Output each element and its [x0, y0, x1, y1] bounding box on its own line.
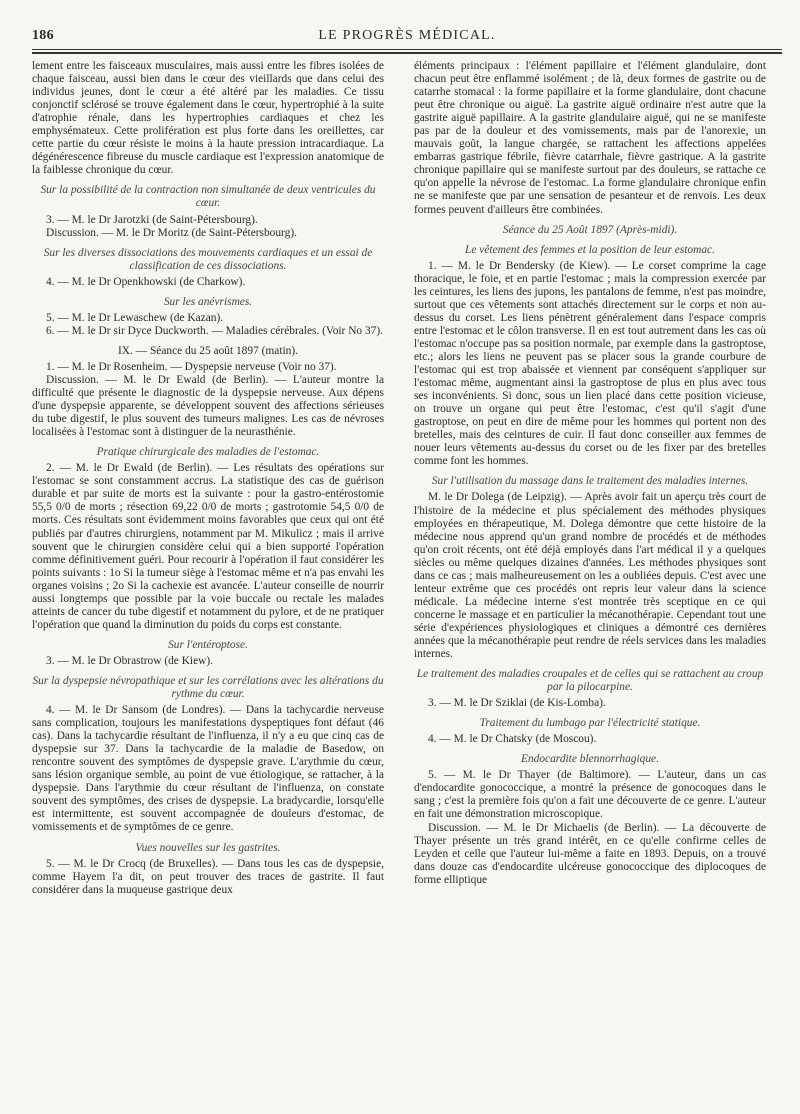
paragraph: 1. — M. le Dr Bendersky (de Kiew). — Le corset comprime la cage thoracique, le foie, et en partie l'estomac ; mais la compression exercée par les ceintures, les liens des jupons, les pantalons de femme, n'est pas moindre, surtout que ces vêtements sont attachés directement sur le corps et non au-dessus du corset. Les liens pénètrent généralement dans l'espace compris entre l'estomac et le côlon transverse. Il en est tout autrement dans les cas où l'estomac n'occupe pas sa position normale, par exemple dans la gastroptose, etc.; alors les liens ne peuvent pas se placer sous la grande courbure de l'estomac qui est trop abaissée et viennent par conséquent s'appliquer sur l'estomac même, augmentant ainsi la gastroptose de plus en plus avec tous ses inconvénients. Si donc, sous un lien placé dans cette position vicieuse, on trouve un organe qui peut être l'estomac, c'est qu'il s'agit d'une gastroptose, on peut en dire de même pour les hommes qui portent non des bretelles, mais des ceintures de cuir. Il faut donc conseiller aux femmes de nouer leurs vêtements au-dessus du corset ou de les fixer par des bretelles comme font les hommes.	[414, 259, 766, 468]
page-number: 186	[32, 28, 54, 43]
paper-entry: 4. — M. le Dr Chatsky (de Moscou).	[428, 733, 597, 746]
section-heading: Sur la dyspepsie névropathique et sur les corrélations avec les altérations du rythme du cœur.	[32, 674, 384, 701]
paper-entry: 4. — M. le Dr Openkhowski (de Charkow).	[46, 275, 246, 288]
section-heading: Pratique chirurgicale des maladies de l'estomac.	[96, 446, 320, 459]
paragraph: 5. — M. le Dr Thayer (de Baltimore). — L'auteur, dans un cas d'endocardite gonococcique, a montré la présence de gonocoques dans le sang ; c'est la première fois qu'on a fait une découverte de ce genre. L'auteur en fait une démonstration microscopique.	[414, 769, 766, 821]
section-heading: Traitement du lumbago par l'électricité statique.	[479, 717, 701, 730]
paragraph: M. le Dr Dolega (de Leipzig). — Après avoir fait un aperçu très court de l'histoire de la médecine et plus spécialement des méthodes physiques employées en thérapeutique, M. Dolega démontre que cette histoire de la médecine nous apprend qu'un grand nombre de procédés et de méthodes qu'on croit récents, ont été déjà employés dans l'art médical il y a quelques siècles ou même quelques dizaines d'années. Les méthodes physiques sont dans ce cas ; mais malheureusement on les a oubliées depuis. C'est avec une lenteur extrême que ces procédés ont repris leur valeur dans la science médicale. La médecine interne s'est montrée très sceptique en ce qui concerne le massage et en particulier la mécanothérapie. Cependant tout une série d'expériences physiologiques et cliniques a démontré ces dernières années que la mécanothérapie peut rendre de réels services dans les maladies internes.	[414, 491, 766, 661]
header-rule	[32, 49, 782, 50]
page-header	[32, 28, 782, 50]
paragraph: Discussion. — M. le Dr Ewald (de Berlin). — L'auteur montre la difficulté que présente le diagnostic de la dyspepsie nerveuse. Aux dépens d'une dyspepsie apparente, se développent souvent des affections sérieuses du tube digestif, le plus souvent des tumeurs malignes. Les cas de névroses localisées à l'estomac sont à distinguer de la neurasthénie.	[32, 373, 384, 439]
session-heading: Séance du 25 Août 1897 (Après-midi).	[502, 223, 678, 236]
paper-entry: 3. — M. le Dr Jarotzki (de Saint-Pétersbourg).	[46, 213, 258, 226]
paragraph: éléments principaux : l'élément papillaire et l'élément glandulaire, dont chacun peut être enflammé isolément ; de là, deux formes de gastrite ou de catarrhe stomacal : la forme papillaire et la forme glandulaire, dont chacune peut être chronique ou aiguë. La gastrite aiguë ordinaire n'est autre que la gastrite aiguë papillaire. A la gastrite glandulaire aiguë, qui ne se manifeste pas par de la douleur et des vomissements, mais par de l'anorexie, un mauvais goût, la langue chargée, se rattachent les affections appelées embarras gastrique fébrile, fièvre catarrhale, fièvre gastrique. A la gastrite chronique papillaire qui se manifeste surtout par des douleurs, se rattache ce qu'on appelle la névrose de l'estomac. La forme glandulaire chronique enfin ne se manifeste que par une sensation de pesanteur et de renvois. Les deux formes peuvent d'ailleurs être combinées.	[414, 60, 766, 216]
session-heading: IX. — Séance du 25 août 1897 (matin).	[118, 344, 298, 357]
paragraph: 2. — M. le Dr Ewald (de Berlin). — Les résultats des opérations sur l'estomac se sont constamment accrus. La statistique des cas de guérison durable et par suite de morts est la suivante : pour la gastro-entérostomie 55,5 0/0 de morts ; résection 69,22 0/0 de morts ; gastrotomie 54,5 0/0 de morts. Ces résultats sont évidemment moins favorables que ceux qui ont été publiés par d'autres chirurgiens, notamment par M. Mikulicz ; mais il arrive souvent que le chirurgien considère celui qui a bien supporté l'opération comme définitivement guéri. Pour recourir à l'opération il faut considérer les points suivants : 1o Si la tumeur siège à l'estomac même et n'a pas envahi les organes voisins ; 2o Si la cachexie est avancée. L'auteur conseille de nourrir aussi longtemps que possible par la voie buccale ou rectale les malades atteints de cancer du tube digestif et notamment du pylore, et de ne pratiquer l'opération que quand la diminution du poids du corps est constante.	[32, 462, 384, 631]
right-column	[414, 60, 766, 887]
section-heading: Sur la possibilité de la contraction non simultanée de deux ventricules du cœur.	[40, 184, 376, 210]
paragraph: 5. — M. le Dr Crocq (de Bruxelles). — Dans tous les cas de dyspepsie, comme Hayem l'a dit, on peut trouver des traces de gastrite. Il faut considérer dans la muqueuse gastrique deux	[32, 857, 384, 896]
section-heading: Sur l'utilisation du massage dans le traitement des maladies internes.	[431, 475, 749, 488]
section-heading: Sur l'entéroptose.	[168, 638, 248, 651]
section-heading: Le vêtement des femmes et la position de leur estomac.	[465, 243, 715, 256]
paragraph: lement entre les faisceaux musculaires, mais aussi entre les fibres isolées de chaque faisceau, aussi bien dans le cœur des vieillards que dans celui des individus jeunes, dont le cœur a été altéré par les maladies. Ce tissu conjonctif sclérosé se trouve également dans le cœur, hypertrophié à la suite d'atrophie rénale, dans les hypertrophies cardiaques et chez les emphysémateux. Cette prolifération est plus forte dans les oreillettes, car cette partie du cœur résiste le moins à la haute pression intracardiaque. La dégénérescence fibreuse du muscle cardiaque est l'expression anatomique de la faiblesse chronique du cœur.	[32, 60, 384, 177]
header-rule-thick	[32, 52, 782, 54]
paper-entry: 1. — M. le Dr Rosenheim. — Dyspepsie nerveuse (Voir no 37).	[46, 360, 337, 373]
paragraph: Discussion. — M. le Dr Michaelis (de Berlin). — La découverte de Thayer présente un très grand intérêt, en ce qu'elle confirme celles de Leyden et celle que l'auteur lui-même a faite en 1893. Depuis, on a trouvé dans douze cas d'endocardite ulcéreuse gonococcique des diplocoques de forme elliptique	[414, 821, 766, 886]
section-heading: Vues nouvelles sur les gastrites.	[135, 841, 281, 854]
paper-entry: 5. — M. le Dr Lewaschew (de Kazan).	[46, 311, 224, 324]
running-title: LE PROGRÈS MÉDICAL.	[318, 28, 496, 43]
section-heading: Endocardite blennorrhagique.	[521, 753, 659, 766]
section-heading: Sur les diverses dissociations des mouvements cardiaques et un essai de classification de ces dissociations.	[43, 246, 373, 272]
paper-entry: 3. — M. le Dr Obrastrow (de Kiew).	[46, 654, 214, 667]
left-column	[32, 60, 384, 897]
paper-entry: 3. — M. le Dr Sziklai (de Kis-Lomba).	[428, 697, 606, 710]
discussion-entry: Discussion. — M. le Dr Moritz (de Saint-Pétersbourg).	[46, 226, 297, 239]
paper-entry: 6. — M. le Dr sir Dyce Duckworth. — Maladies cérébrales. (Voir No 37).	[46, 324, 383, 337]
paragraph: 4. — M. le Dr Sansom (de Londres). — Dans la tachycardie nerveuse sans complication, toujours les manifestations dyspeptiques font défaut (46 cas). Dans la tachycardie résultant de l'influenza, il n'y a eu que cinq cas de dyspepsie sur 37. Dans la tachycardie de la maladie de Basedow, on rencontre souvent des symptômes de dyspepsie grave. L'arythmie du cœur, sans lésion organique semble, au point de vue étiologique, se rattacher, à la dyspepsie. Dans l'arythmie du cœur résultant de l'influenza, on constate souvent des symptômes, des crises de dyspepsie. La bradycardie, lorsqu'elle est intermittente, est souvent accompagnée de douleurs d'estomac, de vomissements et de symptômes de ce genre.	[32, 704, 384, 834]
section-heading: Le traitement des maladies croupales et de celles qui se rattachent au croup par la pilocarpine.	[416, 668, 764, 694]
section-heading: Sur les anévrismes.	[163, 295, 253, 308]
